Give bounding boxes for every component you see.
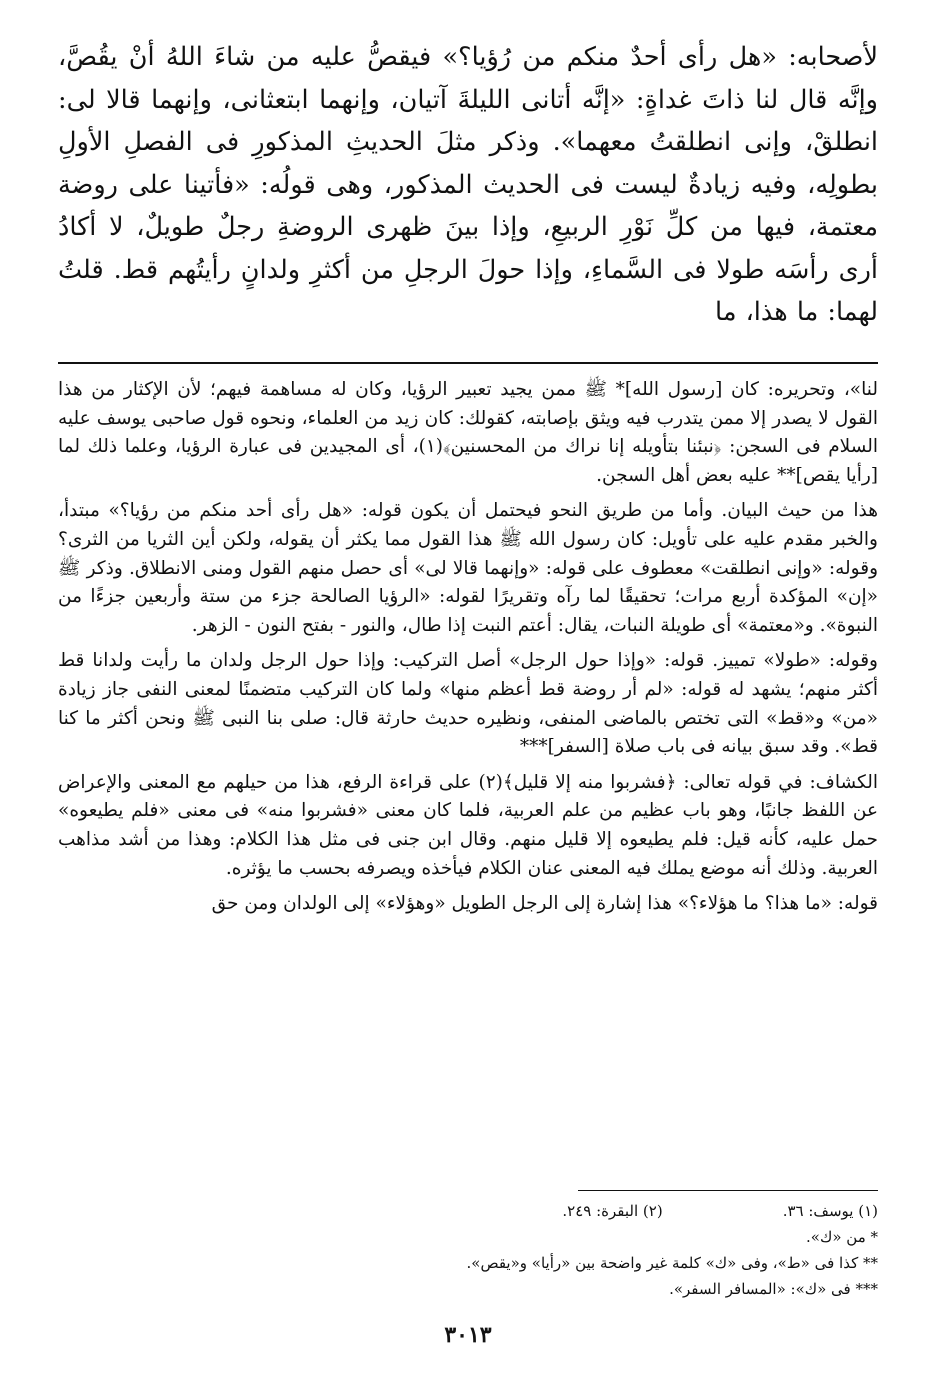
commentary-paragraph: هذا من حيث البيان. وأما من طريق النحو فيحتمل أن يكون قوله: «هل رأى أحد منكم من رؤيا؟» مبتدأ، والخبر مقدم عليه على تأويل: كان رسول الله ﷺ هذا القول مما يكثر أن يقوله، ولكن أين الثريا من الثرى؟ وقوله: «وإنى انطلقت» معطوف على قوله: «وإنهما قالا لى» أى حصل منهم القول ومنى الانطلاق. وذكر ﷺ «إن» المؤكدة أربع مرات؛ تحقيقًا لما رآه وتقريرًا لقوله: «الرؤيا الصالحة جزء من ستة وأربعين جزءًا من النبوة». و«معتمة» أى طويلة النبات، يقال: أعتم النبت إذا طال، والنور - بفتح النون - الزهر.	[58, 500, 878, 636]
main-text-divider	[58, 362, 878, 364]
footnote-star-1: * من «ك».	[806, 1228, 878, 1246]
commentary-paragraph: قوله: «ما هذا؟ ما هؤلاء؟» هذا إشارة إلى الرجل الطويل «وهؤلاء» إلى الولدان ومن حق	[211, 893, 878, 915]
page-number: ٣٠١٣	[444, 1322, 492, 1348]
footnote-2: (٢) البقرة: ٢٤٩.	[562, 1202, 663, 1220]
commentary-paragraph: وقوله: «طولا» تمييز. قوله: «وإذا حول الرجل» أصل التركيب: وإذا حول الرجل ولدان ما رأيت ولدانا قط أكثر منهم؛ يشهد له قوله: «لم أر روضة قط أعظم منها» ولما كان التركيب متضمنًا لمعنى النفى جاز زيادة «من» و«قط» التى تختص بالماضى المنفى، ونظيره حديث حارثة قال: صلى بنا النبى ﷺ ونحن أكثر ما كنا قط». وقد سبق بيانه فى باب صلاة [السفر]***	[58, 650, 878, 758]
commentary-section	[58, 376, 878, 919]
commentary-paragraph: لنا»، وتحريره: كان [رسول الله]* ﷺ ممن يجيد تعبير الرؤيا، وكان له مساهمة فيهم؛ لأن الإكثار من هذا القول لا يصدر إلا ممن يتدرب فيه ويثق بإصابته، كقولك: كان زيد من العلماء، ونحوه قول صاحبى يوسف عليه السلام فى السجن: ﴿نبئنا بتأويله إنا نراك من المحسنين﴾(١)، أى المجيدين فى عبارة الرؤيا، وعلما ذلك لما [رأيا يقص]** عليه بعض أهل السجن.	[58, 379, 879, 486]
footnotes-section	[58, 1198, 878, 1302]
footnote-divider	[578, 1190, 878, 1191]
document-page	[58, 30, 878, 1370]
footnote-row	[58, 1198, 878, 1224]
commentary-paragraph: الكشاف: في قوله تعالى: ﴿فشربوا منه إلا قليل﴾(٢) على قراءة الرفع، هذا من حيلهم مع المعنى والإعراض عن اللفظ جانبًا، وهو باب عظيم من علم العربية، فلما كان معنى «فشربوا منه» فى معنى «فلم يطيعوه» حمل عليه، كأنه قيل: فلم يطيعوه إلا قليل منهم. وقال ابن جنى فى مثل هذا الكلام: وهذا من أشد مذاهب العربية. وذلك أنه موضع يملك فيه المعنى عنان الكلام فيأخذه ويصرفه بحسب ما يؤثره.	[58, 771, 878, 879]
footnote-star-2: ** كذا فى «ط»، وفى «ك» كلمة غير واضحة بين «رأيا» و«يقص».	[466, 1254, 878, 1272]
footnote-1: (١) يوسف: ٣٦.	[782, 1202, 878, 1220]
footnote-star-3: *** فى «ك»: «المسافر السفر».	[669, 1280, 878, 1298]
main-hadith-text: لأصحابه: «هل رأى أحدٌ منكم من رُؤيا؟» فيقصُّ عليه من شاءَ اللهُ أنْ يقُصَّ، وإنَّه قال لنا ذاتَ غداةٍ: «إنَّه أتانى الليلةَ آتيان، وإنهما ابتعثانى، وإنهما قالا لى: انطلقْ، وإنى انطلقتُ معهما». وذكر مثلَ الحديثِ المذكورِ فى الفصلِ الأولِ بطولِه، وفيه زيادةٌ ليست فى الحديث المذكور، وهى قولُه: «فأتينا على روضة معتمة، فيها من كلِّ نَوْرِ الربيعِ، وإذا بينَ ظهرى الروضةِ رجلٌ طويلٌ، لا أكادُ أرى رأسَه طولا فى السَّماءِ، وإذا حولَ الرجلِ من أكثرِ ولدانٍ رأيتُهم قط. قلتُ لهما: ما هذا، ما	[58, 42, 878, 327]
